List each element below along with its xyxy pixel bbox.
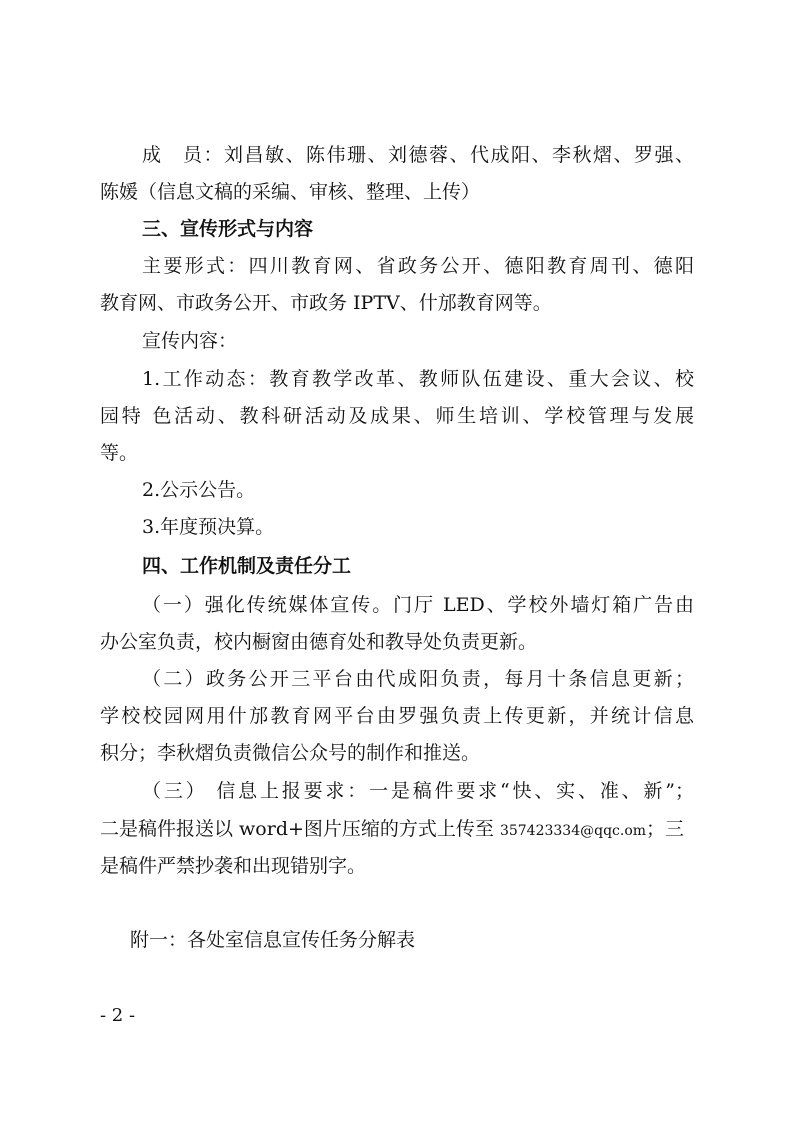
- para-3-line-1: [142, 776, 694, 806]
- section-4-heading-text: 四、工作机制及责任分工: [142, 555, 352, 577]
- members-text-2: 陈媛（信息文稿的采编、审核、整理、上传）: [100, 181, 481, 203]
- appendix-text: 附一：各处室信息宣传任务分解表: [130, 929, 416, 951]
- para-3-line-3: [100, 851, 793, 881]
- item-3-text: 3.年度预决算。: [142, 516, 275, 538]
- para-1-text-2: 办公室负责，校内橱窗由德育处和教导处负责更新。: [100, 631, 538, 653]
- para-3-text-2a: 二是稿件报送以 word+图片压缩的方式上传至: [100, 818, 500, 840]
- item-1-line-2: [100, 401, 694, 431]
- item-2-text: 2.公示公告。: [142, 479, 256, 501]
- content-label-text: 宣传内容：: [142, 330, 238, 352]
- para-3-text-3: 是稿件严禁抄袭和出现错别字。: [100, 855, 367, 877]
- members-line-1: [142, 140, 694, 170]
- item-1-text-2: 园特 色活动、教科研活动及成果、师生培训、学校管理与发展: [100, 405, 694, 427]
- forms-text-1: 主要形式：四川教育网、省政务公开、德阳教育周刊、德阳: [142, 255, 694, 277]
- item-1-line-1: [142, 364, 694, 394]
- para-1-line-1: [142, 590, 694, 620]
- para-2-text-1: （二）政务公开三平台由代成阳负责，每月十条信息更新；: [142, 668, 694, 690]
- members-line-2: [100, 177, 793, 207]
- para-3-line-2: [100, 814, 793, 846]
- para-3-text-1: （三） 信息上报要求：一是稿件要求“快、实、准、新”；: [142, 780, 694, 802]
- content-label: [142, 326, 793, 356]
- page-number: [100, 1001, 793, 1031]
- para-2-text-3: 积分；李秋熠负责微信公众号的制作和推送。: [100, 742, 481, 764]
- section-4-heading: [142, 551, 793, 581]
- item-1-text-3: 等。: [100, 442, 139, 464]
- para-2-text-2: 学校校园网用什邡教育网平台由罗强负责上传更新，并统计信息: [100, 705, 694, 727]
- page-number-text: - 2 -: [100, 1005, 136, 1026]
- item-1-line-3: [100, 438, 793, 468]
- item-1-text-1: 1.工作动态：教育教学改革、教师队伍建设、重大会议、校: [142, 368, 694, 390]
- section-3-heading: [142, 214, 793, 244]
- para-1-text-1: （一）强化传统媒体宣传。门厅 LED、学校外墙灯箱广告由: [142, 594, 694, 616]
- email-address: 357423334@qqc.om: [499, 823, 647, 839]
- members-text-1: 成 员：刘昌敏、陈伟珊、刘德蓉、代成阳、李秋熠、罗强、: [142, 144, 694, 166]
- item-3: [142, 512, 793, 542]
- para-2-line-2: [100, 701, 694, 731]
- para-2-line-3: [100, 738, 793, 768]
- forms-text-2: 教育网、市政务公开、市政务 IPTV、什邡教育网等。: [100, 292, 552, 314]
- para-1-line-2: [100, 627, 793, 657]
- appendix-line: [130, 925, 793, 955]
- para-2-line-1: [142, 664, 694, 694]
- para-3-text-2b: ；三: [646, 818, 685, 840]
- forms-line-1: [142, 251, 694, 281]
- section-3-heading-text: 三、宣传形式与内容: [142, 218, 314, 240]
- item-2: [142, 475, 793, 505]
- forms-line-2: [100, 288, 793, 318]
